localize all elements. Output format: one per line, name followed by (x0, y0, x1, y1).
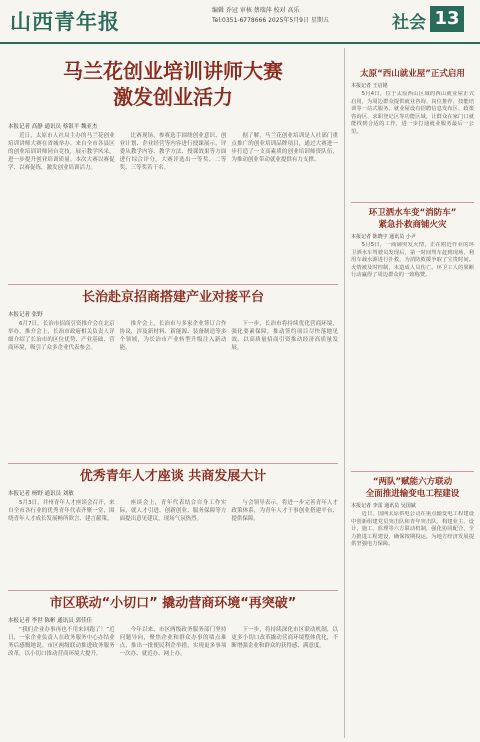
article-title: “两队”赋能六方联动 (372, 477, 453, 487)
main-column (8, 48, 338, 738)
masthead-meta (212, 6, 329, 26)
article-byline: 本报记者 杨野 通讯员 刘敏 (8, 491, 74, 497)
article-column: 今年以来，市区两级政务服务部门坚持问题导向，聚焦企业和群众办事的堵点难点，推出一批便民利企举措，实现更多事项一次办、就近办、网上办。 (119, 627, 227, 657)
article-sprinkler-firefight (351, 207, 474, 467)
divider (8, 590, 338, 591)
article-column: 6月7日，长治市招商引资推介会在北京举办，推介会上，长治市政府相关负责人详细介绍了长治市的区位优势、产业基础、营商环境，吸引了众多企业代表参会。 (8, 321, 115, 351)
article-title: 市区联动“小切口” 撬动营商环境“再突破” (49, 596, 297, 611)
article-youth-talent (8, 468, 338, 586)
article-title: 太原“西山就业屋”正式启用 (360, 69, 465, 79)
article-business-environment (8, 595, 338, 742)
article-title: 马兰花创业培训讲师大赛 (63, 59, 283, 83)
article-column: 近日，太原市人社局主办的马兰花创业培训讲师大赛在省城举办。来自全市各县区的创业培训讲师同台竞技，展示教学风采，进一步提升创业培训质量。本次大赛以赛促学、以赛促练，激发创业培训活力。 (8, 133, 115, 171)
article-column: “我们企业办事再也不用来回跑了！”近日，一家企业负责人在政务服务中心办结业务后感慨地说。市区两级联动推进政务服务改革，以小切口推动营商环境大提升。 (8, 627, 115, 657)
article-power-project (351, 476, 474, 736)
article-column: 5月3日，并州青年人才座谈会召开，来自全市各行业的优秀青年代表齐聚一堂，围绕青年人才成长发展畅所欲言、建言献策。 (8, 500, 115, 522)
article-subtitle: 紧急扑救商铺火灾 (378, 220, 447, 230)
article-byline: 本报记者 陈晓宇 通讯员 小尹 (351, 234, 416, 240)
newspaper-logo: 山西青年报 (10, 9, 120, 34)
masthead (0, 0, 480, 44)
page-number: 13 (430, 6, 464, 32)
divider (8, 284, 338, 285)
article-byline: 本报记者 李世 陈彬 通讯员 郭佳佳 (8, 618, 92, 624)
article-changzhi-investment (8, 289, 338, 459)
article-column: 下一步，将持续深化市区联动机制，以更多小切口改革撬动营商环境整体优化，不断增强企业和群众的获得感、满意度。 (231, 627, 338, 649)
article-column: 推介会上，长治市与多家企业签订合作协议，涉及新材料、新能源、装备制造等多个领域，为长治市产业转型升级注入新动能。 (119, 321, 227, 351)
divider (351, 202, 474, 203)
article-entrepreneur-contest (8, 48, 338, 280)
article-body: 近日，国网太原供电公司在重点输变电工程建设中创新组建党员突击队和青年突击队，构建业主、设计、施工、监理等六方联动机制，强化协同配合，全力推进工程建设，确保按期投运，为地方经济发展提供坚强电力保障。 (351, 511, 474, 548)
divider (351, 471, 474, 472)
article-xishan-employment (351, 48, 474, 198)
section-title: 社会 (392, 13, 426, 33)
article-column: 据了解，马兰花创业培训是人社部门重点推广的创业培训品牌项目，通过大赛进一步打造了一支高素质的创业培训师资队伍，为推动创业带动就业提供有力支撑。 (231, 133, 338, 163)
article-column: 与会领导表示，将进一步完善青年人才政策体系，为青年人才干事创业搭建平台、提供保障。 (231, 500, 338, 522)
article-column: 下一步，长治市将持续优化营商环境，强化要素保障，推动签约项目尽快落地见效，以高质量招商引资推动经济高质量发展。 (231, 321, 338, 351)
divider (8, 463, 338, 464)
article-body: 5月5日，一商铺突发火情，正在附近作业的环卫洒水车驾驶员发现后，第一时间驾车赶到现场，利用车载水源进行扑救，为消防救援争取了宝贵时间。火情被及时控制，未造成人员伤亡。环卫工人的果断行动赢得了周边群众的一致称赞。 (351, 242, 474, 279)
article-title: 长治赴京招商搭建产业对接平台 (81, 290, 264, 305)
article-column: 座谈会上，青年代表结合自身工作实际，就人才引进、创新创业、服务保障等方面提出意见建议，现场气氛热烈。 (119, 500, 227, 522)
article-byline: 本报记者 李雷 通讯员 吴国斌 (351, 503, 416, 509)
article-body: 5月4日，位于太原西山区域的西山就业屋正式启用，为周边群众提供就业咨询、岗位推荐、技能培训等一站式服务。就业屋设有招聘信息发布区、政策咨询区、求职登记区等功能区域，让群众在家门口就能找到合适的工作，进一步打通就业服务最后一公里。 (351, 91, 474, 135)
right-column (344, 48, 474, 738)
article-title: 环卫洒水车变“消防车” (368, 208, 457, 218)
article-column: 比赛现场，参赛选手围绕创业意识、创业计划、企业经营等内容进行授课展示，评委从教学内容、教学方法、授课效果等方面进行综合评分。大赛评选出一等奖、二等奖、三等奖若干名。 (119, 133, 227, 171)
article-byline: 本报记者 张野 (8, 312, 43, 318)
date-line: Tel:0351-6778666 2025年5月9日 星期五 (212, 17, 329, 24)
article-subtitle: 全面推进输变电工程建设 (365, 489, 460, 499)
article-byline: 本报记者 高静 通讯员 蔡银平 魏亚杰 (8, 124, 98, 130)
editor-line: 编辑 乔冠 审核 蔡瑞萍 校对 高乐 (212, 7, 300, 14)
article-subtitle: 激发创业活力 (113, 85, 233, 109)
article-byline: 本报记者 王启铭 (351, 83, 388, 89)
article-title: 优秀青年人才座谈 共商发展大计 (79, 469, 267, 484)
